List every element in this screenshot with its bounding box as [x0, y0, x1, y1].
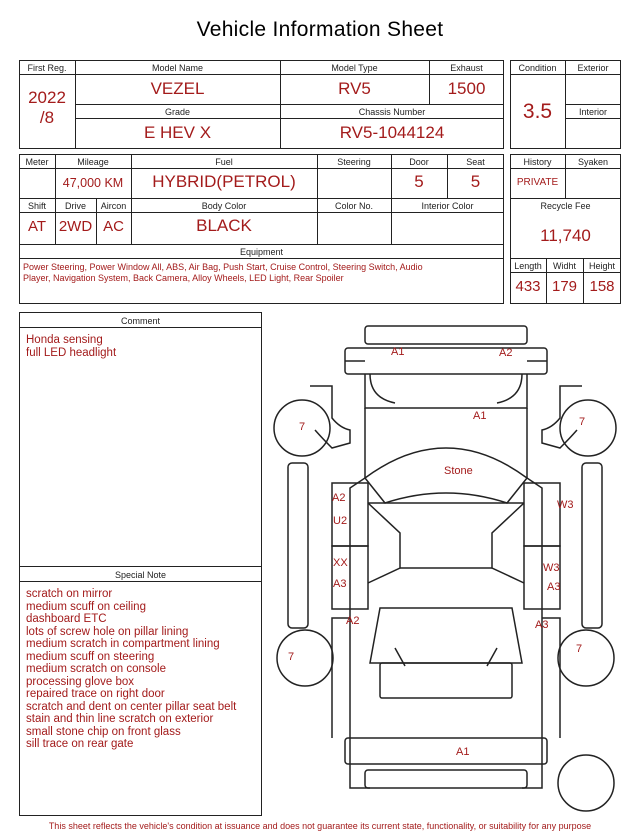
exhaust-label: Exhaust [450, 63, 483, 73]
body-color-value: BLACK [196, 216, 252, 235]
mark-rear-bumper: A1 [456, 746, 470, 758]
length-label: Length [514, 261, 542, 271]
note-line: medium scuff on ceiling [26, 600, 146, 613]
equipment-text: Power Steering, Power Window All, ABS, Air Bag, Push Start, Cruise Control, Steering Switch, Audio Player, Navigation System, Back Camera, Alloy Wheels, LED Light, Rear Spoiler [23, 262, 423, 283]
interior-color-label: Interior Color [421, 201, 474, 211]
mark-rear-door-right-1: W3 [543, 562, 560, 574]
drive-value: 2WD [58, 218, 93, 235]
door-label: Door [409, 157, 429, 167]
interior-label: Interior [578, 107, 607, 117]
history-value: PRIVATE [516, 177, 559, 188]
model-name-value: VEZEL [150, 79, 205, 98]
width-label: Widht [552, 261, 576, 271]
note-line: processing glove box [26, 675, 135, 688]
seat-value: 5 [470, 172, 481, 191]
mileage-value: 47,000 KM [62, 176, 124, 190]
model-type-label: Model Type [331, 63, 378, 73]
model-name-label: Model Name [151, 63, 204, 73]
grade-label: Grade [164, 107, 190, 117]
meter-label: Meter [25, 157, 49, 167]
chassis-value: RV5-1044124 [339, 123, 445, 142]
shift-value: AT [27, 218, 47, 235]
mark-quarter-right: A3 [535, 619, 549, 631]
note-line: medium scratch in compartment lining [26, 638, 220, 650]
note-line: stain and thin line scratch on exterior [26, 713, 214, 725]
condition-value: 3.5 [522, 100, 553, 123]
mileage-label: Mileage [77, 157, 109, 167]
note-line: medium scratch on console [26, 663, 166, 675]
body-color-label: Body Color [201, 201, 247, 211]
note-line: lots of screw hole on pillar lining [26, 625, 189, 638]
chassis-label: Chassis Number [358, 107, 426, 117]
mark-wheel-fl: 7 [299, 421, 306, 433]
aircon-value: AC [103, 218, 124, 235]
disclaimer: This sheet reflects the vehicle's condition at issuance and does not guarantee its current state, functionality, or suitability for any purpose [48, 821, 592, 831]
mark-rear-door-left-2: A3 [333, 578, 347, 590]
grade-value: E HEV X [143, 123, 212, 142]
special-note-text [26, 588, 258, 751]
mark-front-door-left-1: A2 [332, 492, 346, 504]
door-value: 5 [414, 172, 424, 191]
fuel-label: Fuel [215, 157, 233, 167]
mark-hood: A1 [473, 410, 487, 422]
exterior-label: Exterior [577, 63, 609, 73]
mark-rear-door-left-1: XX [333, 557, 348, 569]
first-reg-year: 2022 [28, 88, 66, 107]
width-value: 179 [551, 278, 578, 295]
mark-windshield: Stone [444, 465, 473, 477]
aircon-label: Aircon [100, 201, 127, 211]
model-type-value: RV5 [338, 79, 371, 98]
fuel-value: HYBRID(PETROL) [152, 172, 296, 191]
length-value: 433 [515, 278, 541, 295]
comment-line: Honda sensing [26, 334, 103, 346]
mark-wheel-fr: 7 [579, 416, 586, 428]
note-line: small stone chip on front glass [26, 725, 181, 738]
recycle-fee-label: Recycle Fee [540, 201, 591, 211]
drive-label: Drive [64, 201, 86, 211]
comment-text [26, 334, 256, 359]
mark-quarter-left: A2 [346, 615, 360, 627]
page-title: Vehicle Information Sheet [196, 18, 444, 41]
special-note-label: Special Note [114, 570, 167, 580]
note-line: sill trace on rear gate [26, 738, 134, 750]
equipment-label: Equipment [239, 247, 284, 257]
exhaust-value: 1500 [447, 79, 486, 98]
mark-front-door-right: W3 [557, 499, 574, 511]
equipment-value [23, 262, 423, 283]
note-line: medium scuff on steering [26, 650, 155, 663]
seat-label: Seat [466, 157, 485, 167]
height-label: Height [588, 261, 615, 271]
mark-front-door-left-2: U2 [333, 515, 348, 527]
syaken-label: Syaken [577, 157, 609, 167]
first-reg-value [19, 88, 75, 128]
condition-label: Condition [518, 63, 557, 73]
height-value: 158 [589, 278, 615, 295]
note-line: scratch on mirror [26, 588, 113, 600]
car-damage-diagram [270, 318, 620, 823]
mark-front-right: A2 [499, 347, 513, 359]
color-no-label: Color No. [334, 201, 373, 211]
comment-label: Comment [120, 316, 160, 326]
shift-label: Shift [27, 201, 46, 211]
note-line: repaired trace on right door [26, 688, 165, 700]
mark-front-left: A1 [391, 346, 405, 358]
steering-label: Steering [337, 157, 371, 167]
recycle-fee-value: 11,740 [540, 226, 591, 245]
history-label: History [523, 157, 552, 167]
comment-line: full LED headlight [26, 346, 117, 359]
mark-wheel-rl: 7 [288, 651, 295, 663]
mark-wheel-rr: 7 [576, 643, 583, 655]
note-line: scratch and dent on center pillar seat belt [26, 700, 237, 713]
first-reg-label: First Reg. [27, 63, 67, 73]
first-reg-month: /8 [39, 108, 55, 127]
note-line: dashboard ETC [26, 613, 107, 625]
mark-rear-door-right-2: A3 [547, 581, 561, 593]
